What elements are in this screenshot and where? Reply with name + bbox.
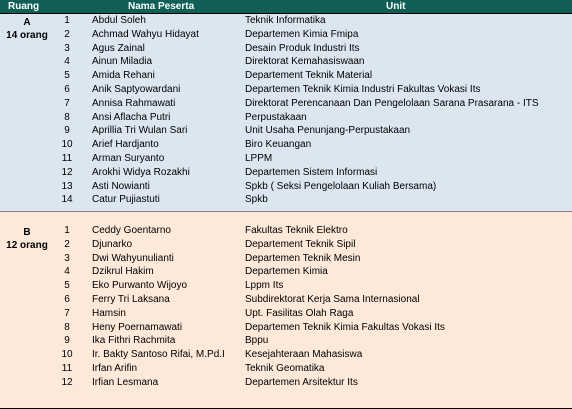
participant-name: Catur Pujiastuti <box>92 194 160 206</box>
room-count: 12 orang <box>6 240 48 251</box>
table-row <box>0 348 572 362</box>
participant-name: Aprillia Tri Wulan Sari <box>92 125 188 137</box>
participant-name: Arman Suryanto <box>92 152 165 164</box>
room-group-a <box>0 14 572 212</box>
row-number: 4 <box>64 56 70 68</box>
table-row <box>0 180 572 194</box>
row-number: 4 <box>64 266 70 278</box>
participant-unit: Departemen Teknik Kimia Industri Fakultas Vokasi Its <box>245 83 481 95</box>
row-number: 9 <box>64 125 70 137</box>
participant-unit: Biro Keuangan <box>245 139 312 151</box>
table-row <box>0 293 572 307</box>
participant-unit: Teknik Informatika <box>245 15 326 26</box>
table-row <box>0 307 572 321</box>
table-row <box>0 224 572 238</box>
row-number: 10 <box>61 349 73 361</box>
participant-unit: Spkb <box>245 194 268 206</box>
participant-name: Ir. Bakty Santoso Rifai, M.Pd.I <box>92 349 225 361</box>
participant-name: Ansi Aflacha Putri <box>92 111 171 123</box>
row-number: 10 <box>61 139 73 151</box>
row-number: 11 <box>61 152 73 164</box>
row-number: 6 <box>64 83 70 95</box>
participant-unit: Teknik Geomatika <box>245 362 325 374</box>
row-number: 6 <box>64 293 70 305</box>
table-row <box>0 42 572 56</box>
room-code: A <box>23 17 31 28</box>
participant-name: Agus Zainal <box>92 42 145 54</box>
participant-name: Ferry Tri Laksana <box>92 293 170 305</box>
table-row <box>0 265 572 279</box>
participant-unit: Spkb ( Seksi Pengelolaan Kuliah Bersama) <box>245 180 437 192</box>
participant-unit: Direktorat Kemahasiswaan <box>245 56 365 68</box>
table-row <box>0 111 572 125</box>
participant-unit: Perpustakaan <box>245 111 307 123</box>
participant-unit: Fakultas Teknik Elektro <box>245 225 348 236</box>
row-number: 12 <box>61 376 73 388</box>
table-row <box>0 238 572 252</box>
participant-unit: Departement Teknik Sipil <box>245 238 356 250</box>
participant-unit: Direktorat Perencanaan Dan Pengelolaan Sarana Prasarana - ITS <box>245 97 539 109</box>
table-row <box>0 193 572 207</box>
header-nama-peserta: Nama Peserta <box>128 1 195 12</box>
row-number: 2 <box>64 28 70 40</box>
participant-name: Djunarko <box>92 238 133 250</box>
participant-name: Ceddy Goentarno <box>92 225 171 236</box>
table-row <box>0 152 572 166</box>
table-row <box>0 321 572 335</box>
participant-name: Heny Poernamawati <box>92 321 183 333</box>
row-number: 12 <box>61 166 73 178</box>
row-number: 1 <box>64 225 70 236</box>
table-row <box>0 97 572 111</box>
participant-name: Ainun Miladia <box>92 56 153 68</box>
participant-name: Eko Purwanto Wijoyo <box>92 280 188 292</box>
table-row <box>0 69 572 83</box>
participant-name: Anik Saptyowardani <box>92 83 181 95</box>
room-a-rows <box>0 14 572 207</box>
header-unit: Unit <box>386 1 406 12</box>
room-count: 14 orang <box>6 30 48 41</box>
row-number: 8 <box>64 321 70 333</box>
participant-unit: Unit Usaha Penunjang-Perpustakaan <box>245 125 411 137</box>
row-number: 9 <box>64 335 70 347</box>
participant-name: Amida Rehani <box>92 70 155 82</box>
participant-name: Dzikrul Hakim <box>92 266 154 278</box>
table-row <box>0 334 572 348</box>
header-ruang: Ruang <box>8 1 40 12</box>
participant-name: Ika Fithri Rachmita <box>92 335 176 347</box>
row-number: 11 <box>61 362 73 374</box>
table-row <box>0 166 572 180</box>
table-row <box>0 14 572 28</box>
table-row <box>0 124 572 138</box>
row-number: 5 <box>64 70 70 82</box>
participant-unit: Departemen Sistem Informasi <box>245 166 378 178</box>
participant-unit: Upt. Fasilitas Olah Raga <box>245 307 354 319</box>
participant-unit: Departement Teknik Material <box>245 70 373 82</box>
row-number: 1 <box>64 15 70 26</box>
row-number: 8 <box>64 111 70 123</box>
row-number: 2 <box>64 238 70 250</box>
participant-unit: Departemen Arsitektur Its <box>245 376 358 388</box>
participant-name: Arokhi Widya Rozakhi <box>92 166 190 178</box>
room-b-rows <box>0 224 572 390</box>
row-number: 7 <box>64 97 70 109</box>
participant-unit: Departemen Teknik Mesin <box>245 252 361 264</box>
participant-unit: Departemen Kimia <box>245 266 328 278</box>
participant-unit: Desain Produk Industri Its <box>245 42 360 54</box>
participant-unit: Kesejahteraan Mahasiswa <box>245 349 363 361</box>
room-group-b <box>0 212 572 409</box>
participant-name: Achmad Wahyu Hidayat <box>92 28 199 40</box>
row-number: 13 <box>61 180 73 192</box>
participant-unit: Lppm Its <box>245 280 284 292</box>
participant-name: Irfan Arifin <box>92 362 138 374</box>
participant-name: Annisa Rahmawati <box>92 97 176 109</box>
participant-unit: Departemen Kimia Fmipa <box>245 28 359 40</box>
table-header <box>0 0 572 14</box>
participant-unit: Bppu <box>245 335 269 347</box>
room-code: B <box>23 227 31 238</box>
table-row <box>0 376 572 390</box>
participant-unit: Subdirektorat Kerja Sama Internasional <box>245 293 420 305</box>
row-number: 5 <box>64 280 70 292</box>
table-row <box>0 138 572 152</box>
row-number: 7 <box>64 307 70 319</box>
participant-name: Dwi Wahyunulianti <box>92 252 174 264</box>
participant-unit: Departemen Teknik Kimia Fakultas Vokasi Its <box>245 321 445 333</box>
table-row <box>0 362 572 376</box>
participant-name: Abdul Soleh <box>92 15 146 26</box>
participant-name: Hamsin <box>92 307 126 319</box>
row-number: 3 <box>64 42 70 54</box>
table-row <box>0 55 572 69</box>
table-row <box>0 83 572 97</box>
table-row <box>0 279 572 293</box>
table-row <box>0 28 572 42</box>
table-row <box>0 252 572 266</box>
participant-unit: LPPM <box>245 152 273 164</box>
row-number: 3 <box>64 252 70 264</box>
participant-name: Asti Nowianti <box>92 180 150 192</box>
row-number: 14 <box>61 194 73 206</box>
participant-name: Irfian Lesmana <box>92 376 159 388</box>
participant-name: Arief Hardjanto <box>92 139 159 151</box>
